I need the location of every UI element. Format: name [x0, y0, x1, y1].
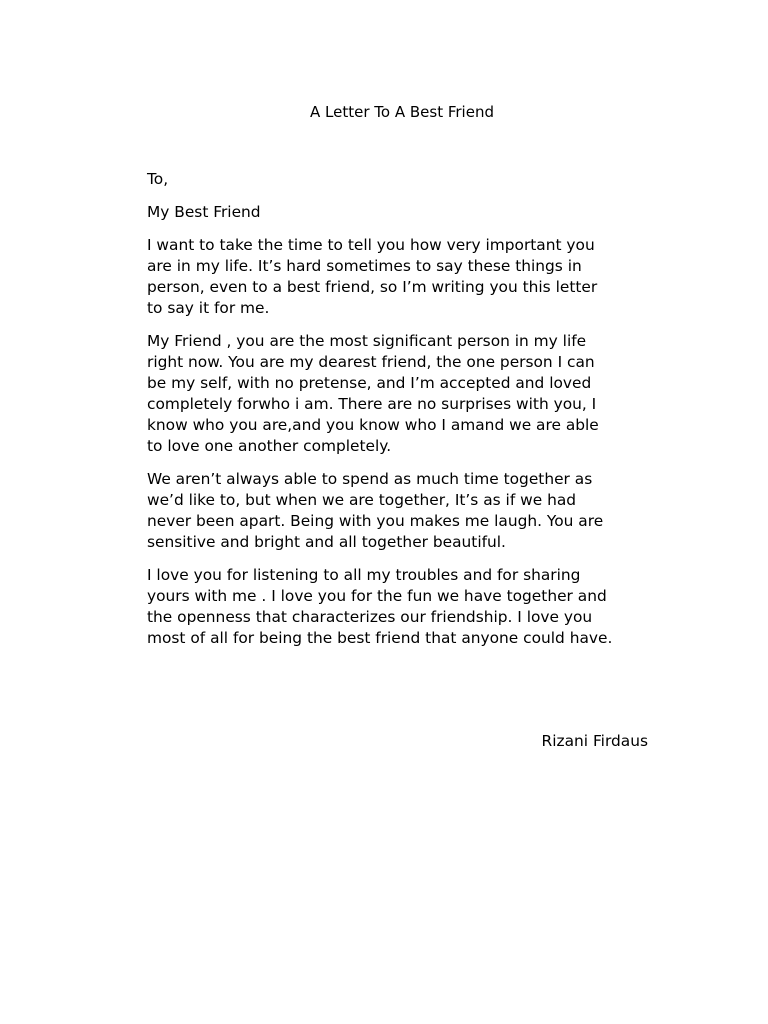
paragraph-2 [147, 331, 667, 457]
paragraph-line: person, even to a best friend, so I’m writing you this letter [147, 278, 598, 296]
paragraph-line: are in my life. It’s hard sometimes to say these things in [147, 257, 582, 275]
paragraph-line: yours with me . I love you for the fun we have together and [147, 587, 607, 605]
paragraph-line: never been apart. Being with you makes me laugh. You are [147, 512, 604, 530]
paragraph-line: I want to take the time to tell you how very important you [147, 236, 595, 254]
salutation: To, [147, 170, 169, 188]
paragraph-line: most of all for being the best friend that anyone could have. [147, 629, 613, 647]
paragraph-line: to love one another completely. [147, 437, 392, 455]
paragraph-1 [147, 235, 667, 319]
paragraph-line: We aren’t always able to spend as much time together as [147, 470, 593, 488]
paragraph-line: I love you for listening to all my troubles and for sharing [147, 566, 581, 584]
paragraph-line: right now. You are my dearest friend, the one person I can [147, 353, 595, 371]
signature: Rizani Firdaus [541, 732, 648, 750]
paragraph-line: be my self, with no pretense, and I’m accepted and loved [147, 374, 592, 392]
letter-title: A Letter To A Best Friend [310, 103, 494, 121]
paragraph-line: My Friend , you are the most significant person in my life [147, 332, 587, 350]
paragraph-line: sensitive and bright and all together beautiful. [147, 533, 506, 551]
paragraph-line: to say it for me. [147, 299, 270, 317]
recipient: My Best Friend [147, 203, 261, 221]
paragraph-line: know who you are,and you know who I amand we are able [147, 416, 599, 434]
paragraph-line: the openness that characterizes our friendship. I love you [147, 608, 593, 626]
paragraph-3 [147, 469, 667, 553]
paragraph-4 [147, 565, 667, 649]
paragraph-line: we’d like to, but when we are together, It’s as if we had [147, 491, 577, 509]
letter-body [147, 169, 667, 661]
paragraph-line: completely forwho i am. There are no surprises with you, I [147, 395, 597, 413]
